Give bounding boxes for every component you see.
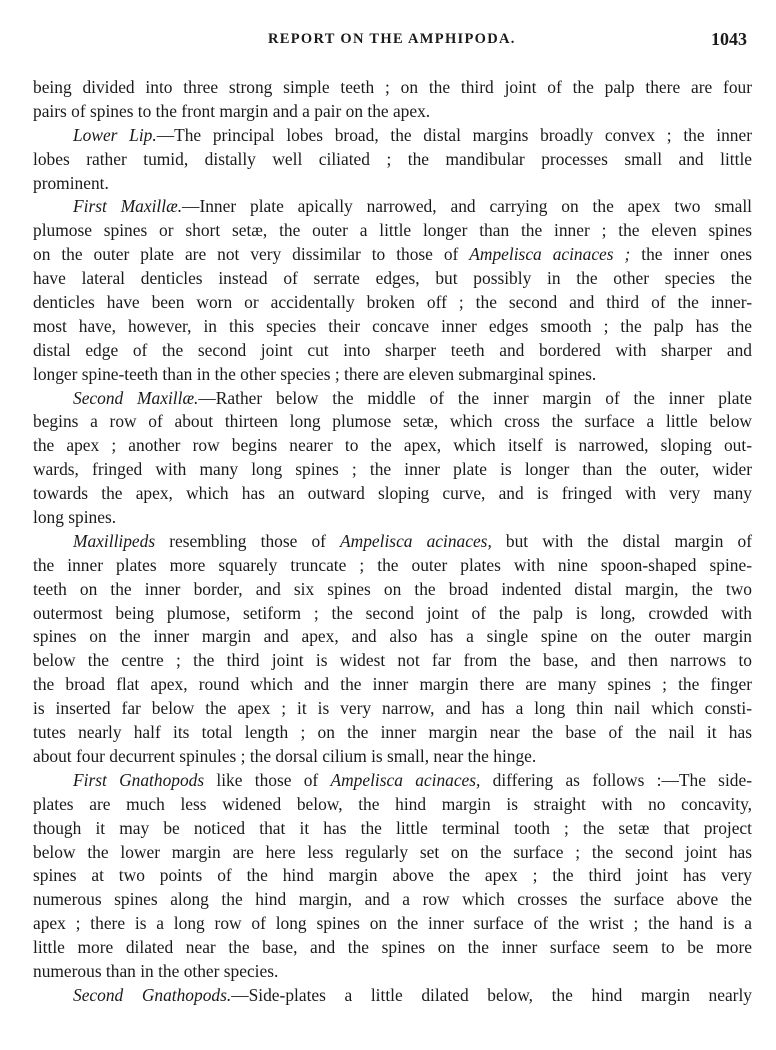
page-number: 1043 [711,29,747,49]
text-line [33,482,752,506]
text-segment: about four decurrent spinules ; the dorsal cilium is small, near the hinge. [33,745,537,766]
text-line [33,339,752,363]
text-line [33,602,752,626]
text-line [33,243,752,267]
text-segment: but with the distal margin of [491,530,752,551]
text-line [33,219,752,243]
paragraph [33,530,752,769]
text-segment: —Inner plate apically narrowed, and carrying on the apex two small [182,196,753,217]
running-title: REPORT ON THE AMPHIPODA. [268,31,516,47]
text-segment: differing as follows :—The side- [480,769,752,790]
text-segment: lobes rather tumid, distally well ciliated ; the mandibular processes small and little [33,148,752,169]
text-line [33,172,752,196]
text-segment: plates are much less widened below, the hind margin is straight with no concavity, [33,793,752,814]
text-segment: —Side-plates a little dilated below, the hind margin nearly [231,984,752,1005]
text-line [33,888,752,912]
text-line [33,841,752,865]
text-segment: wards, fringed with many long spines ; the inner plate is longer than the outer, wider [33,459,752,480]
text-line [33,530,752,554]
text-line [33,578,752,602]
paragraph [33,387,752,530]
text-line [33,506,752,530]
text-segment: have lateral denticles instead of serrate edges, but possibly in the other species the [33,268,752,289]
paragraph [33,124,752,196]
text-line [33,817,752,841]
text-segment: spines at two points of the hind margin above the apex ; the third joint has very [33,865,752,886]
paragraph [33,769,752,984]
text-segment: plumose spines or short setæ, the outer a little longer than the inner ; the eleven spines [33,220,752,241]
text-line [33,148,752,172]
text-segment: like those of [204,769,331,790]
text-segment: little more dilated near the base, and the spines on the inner surface seem to be more [33,937,752,958]
italic-text: Second Maxillæ. [73,387,199,408]
text-line [33,434,752,458]
text-segment: is inserted far below the apex ; it is very narrow, and has a long thin nail which consti- [33,698,752,719]
text-line [33,960,752,984]
text-segment: —The principal lobes broad, the distal margins broadly convex ; the inner [156,124,752,145]
text-segment: tutes nearly half its total length ; on the inner margin near the base of the nail it has [33,722,752,743]
text-segment: begins a row of about thirteen long plumose setæ, which cross the surface a little below [33,411,752,432]
text-segment: though it may be noticed that it has the little terminal tooth ; the setæ that project [33,817,752,838]
text-line [33,267,752,291]
text-segment: being divided into three strong simple teeth ; on the third joint of the palp there are four [33,77,752,97]
text-segment: most have, however, in this species their concave inner edges smooth ; the palp has the [33,315,752,336]
italic-text: Maxillipeds [73,530,156,551]
text-segment: on the outer plate are not very dissimilar to those of [33,244,470,265]
text-line [33,195,752,219]
text-segment: numerous than in the other species. [33,960,279,981]
text-line [33,124,752,148]
text-segment: spines on the inner margin and apex, and also has a single spine on the outer margin [33,626,752,647]
text-segment: resembling those of [155,530,341,551]
text-segment: —Rather below the middle of the inner margin of the inner plate [198,387,752,408]
body-text [33,76,752,1008]
italic-text: Ampelisca acinaces ; [469,244,631,265]
text-line [33,769,752,793]
text-line [33,315,752,339]
text-segment: numerous spines along the hind margin, and a row which crosses the surface above the [33,889,752,910]
text-line [33,936,752,960]
text-segment: distal edge of the second joint cut into sharper teeth and bordered with sharper and [33,339,752,360]
text-line [33,291,752,315]
text-line [33,697,752,721]
text-segment: the inner ones [630,244,752,265]
italic-text: Ampelisca acinaces, [340,530,492,551]
italic-text: Lower Lip. [73,124,157,145]
text-segment: long spines. [33,507,117,528]
paragraph [33,76,752,124]
text-line [33,745,752,769]
text-line [33,984,752,1008]
text-line [33,649,752,673]
text-segment: the broad flat apex, round which and the inner margin there are many spines ; the finger [33,674,752,695]
text-line [33,721,752,745]
italic-text: Second Gnathopods. [73,984,232,1005]
text-line [33,387,752,411]
text-line [33,554,752,578]
text-segment: prominent. [33,172,109,193]
text-line [33,410,752,434]
page-header [0,31,776,53]
text-segment: pairs of spines to the front margin and a pair on the apex. [33,100,431,121]
text-segment: the inner plates more squarely truncate ; the outer plates with nine spoon-shaped spine- [33,554,752,575]
text-segment: longer spine-teeth than in the other species ; there are eleven submarginal spines. [33,363,597,384]
paragraph [33,195,752,386]
text-segment: towards the apex, which has an outward sloping curve, and is fringed with very many [33,483,752,504]
text-line [33,673,752,697]
text-segment: the apex ; another row begins nearer to the apex, which itself is narrowed, sloping out- [33,435,752,456]
italic-text: First Gnathopods [73,769,205,790]
text-line [33,793,752,817]
text-line [33,100,752,124]
text-segment: apex ; there is a long row of long spines on the inner surface of the wrist ; the hand is a [33,913,752,934]
paragraph [33,984,752,1008]
text-line [33,864,752,888]
text-segment: denticles have been worn or accidentally broken off ; the second and third of the inner- [33,292,752,313]
text-line [33,625,752,649]
text-segment: below the lower margin are here less regularly set on the surface ; the second joint has [33,841,752,862]
italic-text: First Maxillæ. [73,196,183,217]
text-segment: teeth on the inner border, and six spines on the broad indented distal margin, the two [33,578,752,599]
text-line [33,458,752,482]
text-segment: outermost being plumose, setiform ; the second joint of the palp is long, crowded with [33,602,752,623]
text-line [33,912,752,936]
text-line [33,76,752,100]
text-line [33,363,752,387]
text-segment: below the centre ; the third joint is widest not far from the base, and then narrows to [33,650,752,671]
italic-text: Ampelisca acinaces, [330,769,481,790]
